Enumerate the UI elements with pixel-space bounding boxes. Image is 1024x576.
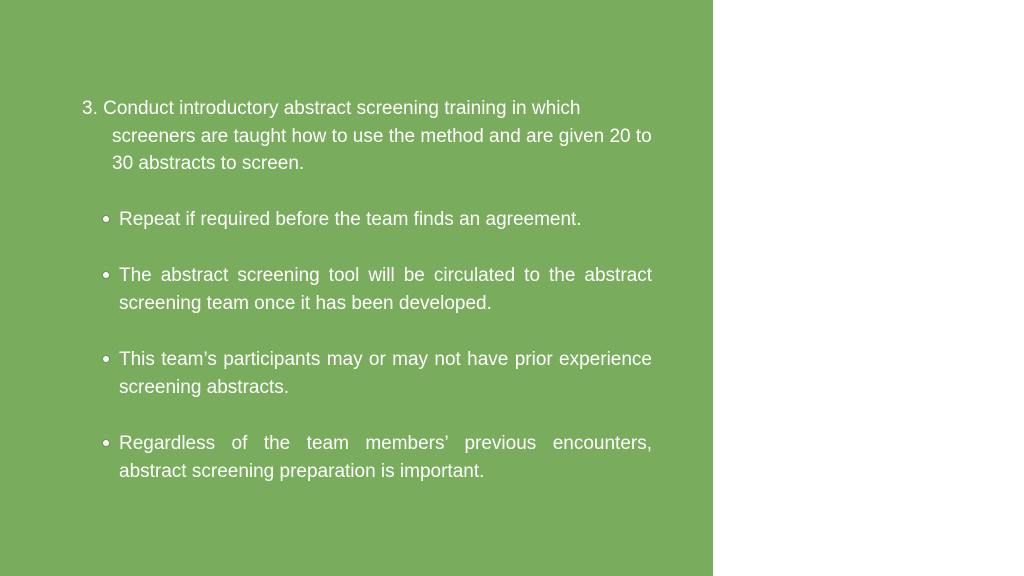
bullet-dot-icon: [103, 272, 109, 278]
white-side-area: [713, 0, 1024, 576]
bullet-item: [82, 430, 652, 485]
bullet-list: [82, 206, 652, 486]
bullet-dot-icon: [103, 356, 109, 362]
bullet-dot-icon: [103, 216, 109, 222]
bullet-item: [82, 346, 652, 401]
bullet-text: This team’s participants may or may not have prior experience screening abstracts.: [119, 349, 652, 398]
bullet-item: [82, 262, 652, 317]
bullet-dot-icon: [103, 440, 109, 446]
bullet-text: Repeat if required before the team finds an agreement.: [119, 208, 582, 230]
numbered-step: 3. Conduct introductory abstract screening training in which screeners are taught how to use the method and are given 20 to 30 abstracts to screen.: [82, 98, 652, 174]
bullet-text: The abstract screening tool will be circulated to the abstract screening team once it has been developed.: [119, 265, 652, 314]
bullet-item: [82, 206, 652, 234]
bullet-text: Regardless of the team members’ previous encounters, abstract screening preparation is important.: [119, 433, 652, 482]
slide-content: [82, 95, 652, 485]
